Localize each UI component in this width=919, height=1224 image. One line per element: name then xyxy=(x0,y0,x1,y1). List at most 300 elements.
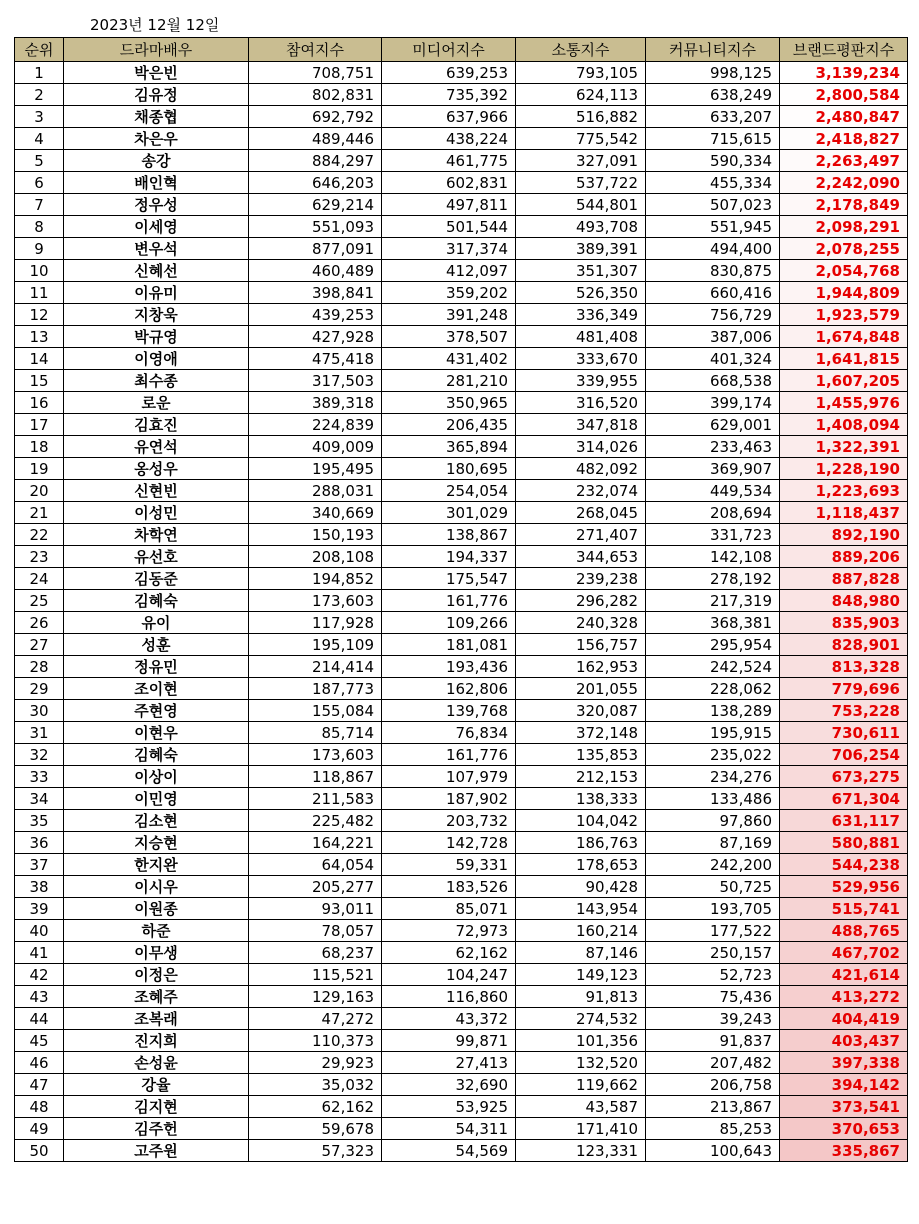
header-rank: 순위 xyxy=(15,38,64,62)
media-cell: 175,547 xyxy=(382,568,516,590)
table-row xyxy=(15,788,908,810)
table-row xyxy=(15,1008,908,1030)
brand-score-cell: 753,228 xyxy=(780,700,908,722)
brand-score-cell: 1,641,815 xyxy=(780,348,908,370)
community-cell: 52,723 xyxy=(646,964,780,986)
participation-cell: 551,093 xyxy=(249,216,382,238)
rank-cell: 22 xyxy=(15,524,64,546)
participation-cell: 208,108 xyxy=(249,546,382,568)
rank-cell: 27 xyxy=(15,634,64,656)
communication-cell: 119,662 xyxy=(516,1074,646,1096)
community-cell: 142,108 xyxy=(646,546,780,568)
media-cell: 301,029 xyxy=(382,502,516,524)
participation-cell: 389,318 xyxy=(249,392,382,414)
media-cell: 180,695 xyxy=(382,458,516,480)
community-cell: 278,192 xyxy=(646,568,780,590)
table-row xyxy=(15,348,908,370)
table-row xyxy=(15,436,908,458)
table-row xyxy=(15,1118,908,1140)
rank-cell: 25 xyxy=(15,590,64,612)
media-cell: 107,979 xyxy=(382,766,516,788)
community-cell: 399,174 xyxy=(646,392,780,414)
brand-score-cell: 2,178,849 xyxy=(780,194,908,216)
brand-score-cell: 892,190 xyxy=(780,524,908,546)
actor-name-cell: 옹성우 xyxy=(64,458,249,480)
community-cell: 208,694 xyxy=(646,502,780,524)
communication-cell: 274,532 xyxy=(516,1008,646,1030)
community-cell: 217,319 xyxy=(646,590,780,612)
communication-cell: 516,882 xyxy=(516,106,646,128)
media-cell: 365,894 xyxy=(382,436,516,458)
participation-cell: 427,928 xyxy=(249,326,382,348)
table-row xyxy=(15,612,908,634)
rank-cell: 5 xyxy=(15,150,64,172)
rank-cell: 32 xyxy=(15,744,64,766)
table-row xyxy=(15,304,908,326)
rank-cell: 37 xyxy=(15,854,64,876)
media-cell: 391,248 xyxy=(382,304,516,326)
rank-cell: 28 xyxy=(15,656,64,678)
communication-cell: 339,955 xyxy=(516,370,646,392)
actor-name-cell: 이상이 xyxy=(64,766,249,788)
participation-cell: 439,253 xyxy=(249,304,382,326)
rank-cell: 42 xyxy=(15,964,64,986)
participation-cell: 164,221 xyxy=(249,832,382,854)
communication-cell: 351,307 xyxy=(516,260,646,282)
table-row xyxy=(15,260,908,282)
media-cell: 62,162 xyxy=(382,942,516,964)
community-cell: 91,837 xyxy=(646,1030,780,1052)
communication-cell: 482,092 xyxy=(516,458,646,480)
community-cell: 75,436 xyxy=(646,986,780,1008)
media-cell: 109,266 xyxy=(382,612,516,634)
communication-cell: 493,708 xyxy=(516,216,646,238)
brand-score-cell: 373,541 xyxy=(780,1096,908,1118)
table-row xyxy=(15,964,908,986)
table-row xyxy=(15,656,908,678)
brand-score-cell: 1,322,391 xyxy=(780,436,908,458)
actor-name-cell: 정유민 xyxy=(64,656,249,678)
table-row xyxy=(15,172,908,194)
header-communication-index: 소통지수 xyxy=(516,38,646,62)
rank-cell: 45 xyxy=(15,1030,64,1052)
brand-score-cell: 1,118,437 xyxy=(780,502,908,524)
actor-name-cell: 박은빈 xyxy=(64,62,249,84)
communication-cell: 624,113 xyxy=(516,84,646,106)
table-row xyxy=(15,700,908,722)
actor-name-cell: 유이 xyxy=(64,612,249,634)
rank-cell: 19 xyxy=(15,458,64,480)
participation-cell: 129,163 xyxy=(249,986,382,1008)
rank-cell: 49 xyxy=(15,1118,64,1140)
participation-cell: 224,839 xyxy=(249,414,382,436)
media-cell: 59,331 xyxy=(382,854,516,876)
table-row xyxy=(15,326,908,348)
community-cell: 213,867 xyxy=(646,1096,780,1118)
table-body xyxy=(15,62,908,1162)
community-cell: 100,643 xyxy=(646,1140,780,1162)
rank-cell: 16 xyxy=(15,392,64,414)
media-cell: 162,806 xyxy=(382,678,516,700)
communication-cell: 544,801 xyxy=(516,194,646,216)
media-cell: 104,247 xyxy=(382,964,516,986)
actor-name-cell: 고주원 xyxy=(64,1140,249,1162)
actor-name-cell: 강율 xyxy=(64,1074,249,1096)
media-cell: 194,337 xyxy=(382,546,516,568)
table-row xyxy=(15,1096,908,1118)
participation-cell: 398,841 xyxy=(249,282,382,304)
communication-cell: 333,670 xyxy=(516,348,646,370)
participation-cell: 802,831 xyxy=(249,84,382,106)
actor-name-cell: 박규영 xyxy=(64,326,249,348)
community-cell: 660,416 xyxy=(646,282,780,304)
brand-score-cell: 467,702 xyxy=(780,942,908,964)
media-cell: 412,097 xyxy=(382,260,516,282)
brand-score-cell: 2,054,768 xyxy=(780,260,908,282)
participation-cell: 57,323 xyxy=(249,1140,382,1162)
communication-cell: 344,653 xyxy=(516,546,646,568)
participation-cell: 475,418 xyxy=(249,348,382,370)
actor-name-cell: 김혜숙 xyxy=(64,590,249,612)
communication-cell: 138,333 xyxy=(516,788,646,810)
rank-cell: 8 xyxy=(15,216,64,238)
rank-cell: 30 xyxy=(15,700,64,722)
table-row xyxy=(15,524,908,546)
community-cell: 39,243 xyxy=(646,1008,780,1030)
participation-cell: 195,495 xyxy=(249,458,382,480)
participation-cell: 35,032 xyxy=(249,1074,382,1096)
brand-score-cell: 1,228,190 xyxy=(780,458,908,480)
table-row xyxy=(15,678,908,700)
communication-cell: 201,055 xyxy=(516,678,646,700)
community-cell: 368,381 xyxy=(646,612,780,634)
communication-cell: 327,091 xyxy=(516,150,646,172)
participation-cell: 155,084 xyxy=(249,700,382,722)
brand-score-cell: 848,980 xyxy=(780,590,908,612)
communication-cell: 87,146 xyxy=(516,942,646,964)
table-row xyxy=(15,194,908,216)
communication-cell: 43,587 xyxy=(516,1096,646,1118)
community-cell: 133,486 xyxy=(646,788,780,810)
table-row xyxy=(15,832,908,854)
communication-cell: 101,356 xyxy=(516,1030,646,1052)
table-row xyxy=(15,458,908,480)
participation-cell: 78,057 xyxy=(249,920,382,942)
communication-cell: 162,953 xyxy=(516,656,646,678)
communication-cell: 271,407 xyxy=(516,524,646,546)
community-cell: 177,522 xyxy=(646,920,780,942)
participation-cell: 288,031 xyxy=(249,480,382,502)
brand-score-cell: 515,741 xyxy=(780,898,908,920)
table-row xyxy=(15,986,908,1008)
rank-cell: 35 xyxy=(15,810,64,832)
brand-score-cell: 2,418,827 xyxy=(780,128,908,150)
media-cell: 254,054 xyxy=(382,480,516,502)
communication-cell: 186,763 xyxy=(516,832,646,854)
community-cell: 193,705 xyxy=(646,898,780,920)
community-cell: 85,253 xyxy=(646,1118,780,1140)
participation-cell: 59,678 xyxy=(249,1118,382,1140)
media-cell: 735,392 xyxy=(382,84,516,106)
rank-cell: 26 xyxy=(15,612,64,634)
rank-cell: 48 xyxy=(15,1096,64,1118)
actor-name-cell: 최수종 xyxy=(64,370,249,392)
actor-name-cell: 이영애 xyxy=(64,348,249,370)
community-cell: 455,334 xyxy=(646,172,780,194)
brand-score-cell: 397,338 xyxy=(780,1052,908,1074)
community-cell: 207,482 xyxy=(646,1052,780,1074)
community-cell: 233,463 xyxy=(646,436,780,458)
communication-cell: 232,074 xyxy=(516,480,646,502)
rank-cell: 50 xyxy=(15,1140,64,1162)
rank-cell: 46 xyxy=(15,1052,64,1074)
participation-cell: 93,011 xyxy=(249,898,382,920)
actor-name-cell: 지창욱 xyxy=(64,304,249,326)
rank-cell: 15 xyxy=(15,370,64,392)
community-cell: 449,534 xyxy=(646,480,780,502)
community-cell: 138,289 xyxy=(646,700,780,722)
table-row xyxy=(15,1030,908,1052)
participation-cell: 173,603 xyxy=(249,590,382,612)
brand-score-cell: 2,263,497 xyxy=(780,150,908,172)
media-cell: 116,860 xyxy=(382,986,516,1008)
table-row xyxy=(15,1140,908,1162)
brand-score-cell: 1,455,976 xyxy=(780,392,908,414)
media-cell: 461,775 xyxy=(382,150,516,172)
rank-cell: 40 xyxy=(15,920,64,942)
actor-name-cell: 조혜주 xyxy=(64,986,249,1008)
media-cell: 53,925 xyxy=(382,1096,516,1118)
actor-name-cell: 유연석 xyxy=(64,436,249,458)
media-cell: 193,436 xyxy=(382,656,516,678)
rank-cell: 13 xyxy=(15,326,64,348)
participation-cell: 194,852 xyxy=(249,568,382,590)
participation-cell: 29,923 xyxy=(249,1052,382,1074)
community-cell: 235,022 xyxy=(646,744,780,766)
community-cell: 715,615 xyxy=(646,128,780,150)
brand-score-cell: 2,480,847 xyxy=(780,106,908,128)
brand-score-cell: 488,765 xyxy=(780,920,908,942)
media-cell: 187,902 xyxy=(382,788,516,810)
table-row xyxy=(15,128,908,150)
community-cell: 494,400 xyxy=(646,238,780,260)
community-cell: 830,875 xyxy=(646,260,780,282)
header-brand-reputation-index: 브랜드평판지수 xyxy=(780,38,908,62)
actor-name-cell: 이성민 xyxy=(64,502,249,524)
community-cell: 551,945 xyxy=(646,216,780,238)
communication-cell: 135,853 xyxy=(516,744,646,766)
brand-score-cell: 1,223,693 xyxy=(780,480,908,502)
participation-cell: 225,482 xyxy=(249,810,382,832)
rank-cell: 7 xyxy=(15,194,64,216)
rank-cell: 4 xyxy=(15,128,64,150)
participation-cell: 64,054 xyxy=(249,854,382,876)
communication-cell: 104,042 xyxy=(516,810,646,832)
rank-cell: 17 xyxy=(15,414,64,436)
brand-score-cell: 335,867 xyxy=(780,1140,908,1162)
participation-cell: 460,489 xyxy=(249,260,382,282)
actor-name-cell: 조복래 xyxy=(64,1008,249,1030)
table-row xyxy=(15,876,908,898)
media-cell: 602,831 xyxy=(382,172,516,194)
brand-score-cell: 2,078,255 xyxy=(780,238,908,260)
communication-cell: 372,148 xyxy=(516,722,646,744)
brand-reputation-table xyxy=(14,37,908,1162)
media-cell: 32,690 xyxy=(382,1074,516,1096)
communication-cell: 268,045 xyxy=(516,502,646,524)
media-cell: 85,071 xyxy=(382,898,516,920)
table-row xyxy=(15,634,908,656)
actor-name-cell: 배인혁 xyxy=(64,172,249,194)
community-cell: 195,915 xyxy=(646,722,780,744)
brand-score-cell: 1,923,579 xyxy=(780,304,908,326)
table-row xyxy=(15,392,908,414)
rank-cell: 34 xyxy=(15,788,64,810)
media-cell: 76,834 xyxy=(382,722,516,744)
participation-cell: 173,603 xyxy=(249,744,382,766)
brand-score-cell: 403,437 xyxy=(780,1030,908,1052)
brand-score-cell: 1,607,205 xyxy=(780,370,908,392)
actor-name-cell: 이현우 xyxy=(64,722,249,744)
table-row xyxy=(15,238,908,260)
actor-name-cell: 성훈 xyxy=(64,634,249,656)
table-row xyxy=(15,766,908,788)
rank-cell: 24 xyxy=(15,568,64,590)
brand-score-cell: 2,800,584 xyxy=(780,84,908,106)
communication-cell: 171,410 xyxy=(516,1118,646,1140)
rank-cell: 23 xyxy=(15,546,64,568)
actor-name-cell: 이정은 xyxy=(64,964,249,986)
community-cell: 242,200 xyxy=(646,854,780,876)
table-row xyxy=(15,810,908,832)
rank-cell: 9 xyxy=(15,238,64,260)
community-cell: 369,907 xyxy=(646,458,780,480)
communication-cell: 296,282 xyxy=(516,590,646,612)
participation-cell: 646,203 xyxy=(249,172,382,194)
header-row xyxy=(15,38,908,62)
participation-cell: 115,521 xyxy=(249,964,382,986)
media-cell: 639,253 xyxy=(382,62,516,84)
communication-cell: 240,328 xyxy=(516,612,646,634)
actor-name-cell: 정우성 xyxy=(64,194,249,216)
actor-name-cell: 이세영 xyxy=(64,216,249,238)
media-cell: 27,413 xyxy=(382,1052,516,1074)
rank-cell: 47 xyxy=(15,1074,64,1096)
participation-cell: 409,009 xyxy=(249,436,382,458)
media-cell: 378,507 xyxy=(382,326,516,348)
actor-name-cell: 진지희 xyxy=(64,1030,249,1052)
brand-score-cell: 1,944,809 xyxy=(780,282,908,304)
rank-cell: 11 xyxy=(15,282,64,304)
rank-cell: 2 xyxy=(15,84,64,106)
header-media-index: 미디어지수 xyxy=(382,38,516,62)
communication-cell: 481,408 xyxy=(516,326,646,348)
participation-cell: 110,373 xyxy=(249,1030,382,1052)
rank-cell: 36 xyxy=(15,832,64,854)
table-row xyxy=(15,568,908,590)
community-cell: 756,729 xyxy=(646,304,780,326)
rank-cell: 1 xyxy=(15,62,64,84)
brand-score-cell: 2,098,291 xyxy=(780,216,908,238)
actor-name-cell: 손성윤 xyxy=(64,1052,249,1074)
participation-cell: 85,714 xyxy=(249,722,382,744)
actor-name-cell: 지승현 xyxy=(64,832,249,854)
actor-name-cell: 이무생 xyxy=(64,942,249,964)
media-cell: 181,081 xyxy=(382,634,516,656)
table-row xyxy=(15,722,908,744)
media-cell: 203,732 xyxy=(382,810,516,832)
brand-score-cell: 889,206 xyxy=(780,546,908,568)
media-cell: 497,811 xyxy=(382,194,516,216)
actor-name-cell: 변우석 xyxy=(64,238,249,260)
rank-cell: 39 xyxy=(15,898,64,920)
brand-score-cell: 828,901 xyxy=(780,634,908,656)
media-cell: 637,966 xyxy=(382,106,516,128)
media-cell: 501,544 xyxy=(382,216,516,238)
community-cell: 633,207 xyxy=(646,106,780,128)
table-row xyxy=(15,370,908,392)
communication-cell: 132,520 xyxy=(516,1052,646,1074)
actor-name-cell: 김효진 xyxy=(64,414,249,436)
rank-cell: 41 xyxy=(15,942,64,964)
rank-cell: 3 xyxy=(15,106,64,128)
table-row xyxy=(15,106,908,128)
communication-cell: 212,153 xyxy=(516,766,646,788)
table-row xyxy=(15,942,908,964)
actor-name-cell: 김동준 xyxy=(64,568,249,590)
participation-cell: 118,867 xyxy=(249,766,382,788)
media-cell: 72,973 xyxy=(382,920,516,942)
participation-cell: 214,414 xyxy=(249,656,382,678)
community-cell: 228,062 xyxy=(646,678,780,700)
community-cell: 998,125 xyxy=(646,62,780,84)
brand-score-cell: 394,142 xyxy=(780,1074,908,1096)
communication-cell: 239,238 xyxy=(516,568,646,590)
brand-score-cell: 544,238 xyxy=(780,854,908,876)
actor-name-cell: 로운 xyxy=(64,392,249,414)
communication-cell: 314,026 xyxy=(516,436,646,458)
participation-cell: 629,214 xyxy=(249,194,382,216)
brand-score-cell: 835,903 xyxy=(780,612,908,634)
community-cell: 250,157 xyxy=(646,942,780,964)
table-row xyxy=(15,590,908,612)
actor-name-cell: 이시우 xyxy=(64,876,249,898)
community-cell: 295,954 xyxy=(646,634,780,656)
community-cell: 87,169 xyxy=(646,832,780,854)
community-cell: 507,023 xyxy=(646,194,780,216)
community-cell: 590,334 xyxy=(646,150,780,172)
table-row xyxy=(15,744,908,766)
table-row xyxy=(15,920,908,942)
brand-score-cell: 404,419 xyxy=(780,1008,908,1030)
participation-cell: 68,237 xyxy=(249,942,382,964)
communication-cell: 123,331 xyxy=(516,1140,646,1162)
rank-cell: 43 xyxy=(15,986,64,1008)
table-row xyxy=(15,546,908,568)
communication-cell: 149,123 xyxy=(516,964,646,986)
brand-score-cell: 413,272 xyxy=(780,986,908,1008)
brand-score-cell: 2,242,090 xyxy=(780,172,908,194)
participation-cell: 205,277 xyxy=(249,876,382,898)
media-cell: 431,402 xyxy=(382,348,516,370)
rank-cell: 10 xyxy=(15,260,64,282)
header-participation-index: 참여지수 xyxy=(249,38,382,62)
community-cell: 242,524 xyxy=(646,656,780,678)
actor-name-cell: 김지현 xyxy=(64,1096,249,1118)
actor-name-cell: 차학연 xyxy=(64,524,249,546)
table-row xyxy=(15,414,908,436)
brand-score-cell: 706,254 xyxy=(780,744,908,766)
